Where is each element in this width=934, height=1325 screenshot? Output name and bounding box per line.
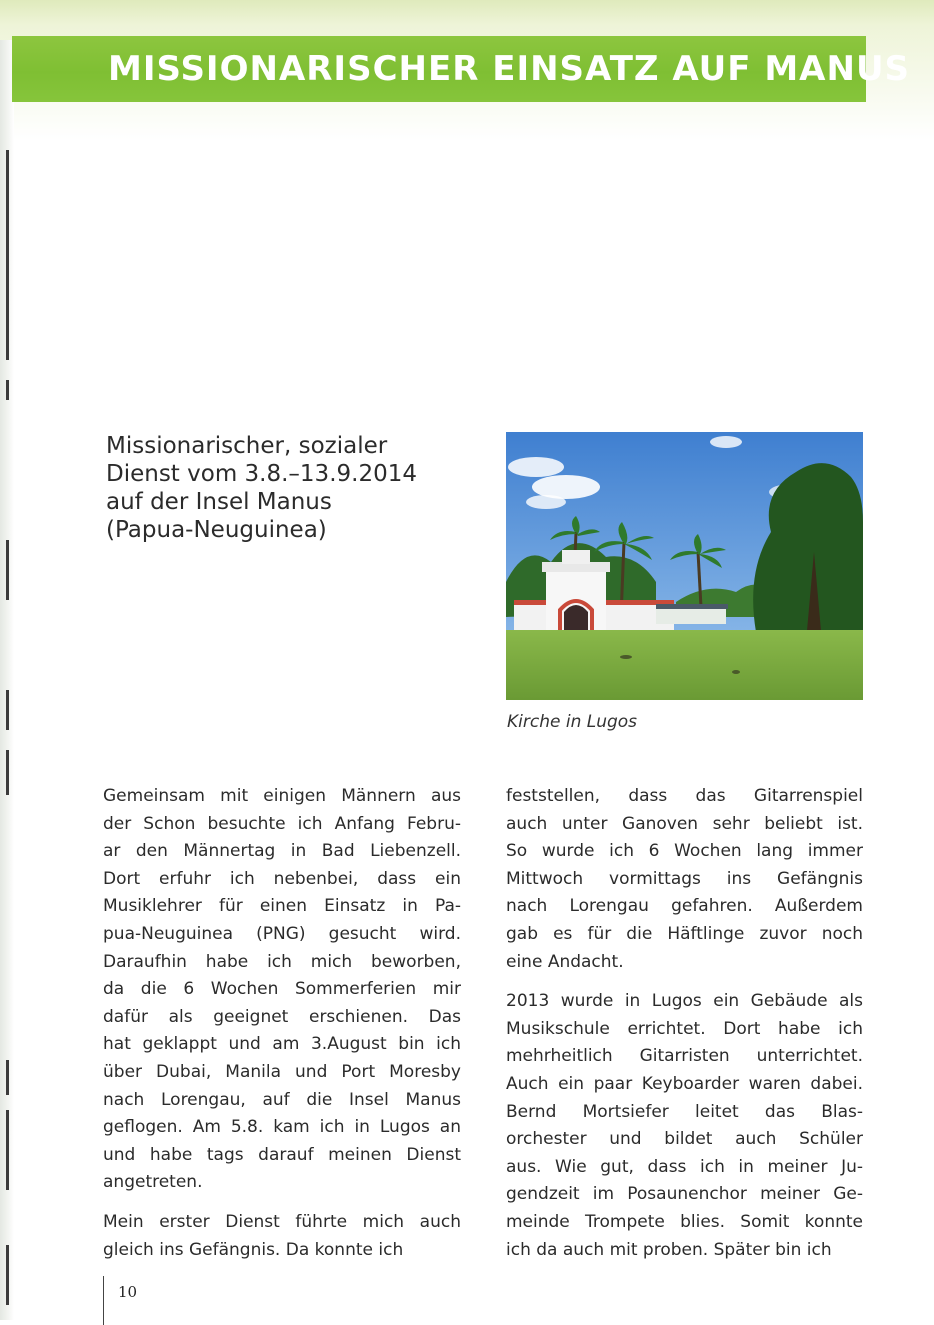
text-line: geflogen. Am 5.8. kam ich in Lugos an	[103, 1117, 461, 1138]
text-line: So wurde ich 6 Wochen lang immer	[506, 841, 863, 862]
text-line: nach Lorengau, auf die Insel Manus	[103, 1089, 461, 1110]
subtitle-line: auf der Insel Manus	[106, 489, 332, 515]
text-line: Dort erfuhr ich nebenbei, dass ein	[103, 868, 461, 889]
text-line: auch unter Ganoven sehr beliebt ist.	[506, 813, 863, 834]
edge-mark	[6, 1060, 9, 1095]
text-line: nach Lorengau gefahren. Außerdem	[506, 896, 863, 917]
text-line: ich da auch mit proben. Später bin ich	[506, 1239, 832, 1260]
text-line: hat geklappt und am 3.August bin ich	[103, 1034, 461, 1055]
text-line: orchester und bildet auch Schüler	[506, 1129, 863, 1150]
text-line: meinde Trompete blies. Somit konnte	[506, 1211, 863, 1232]
text-line: aus. Wie gut, dass ich in meiner Ju-	[506, 1156, 863, 1177]
page-binding-edge	[0, 40, 14, 1320]
text-line: und habe tags darauf meinen Dienst	[103, 1144, 461, 1165]
text-line: dafür als geeignet erschienen. Das	[103, 1006, 461, 1027]
edge-mark	[6, 150, 9, 360]
text-line: eine Andacht.	[506, 951, 624, 972]
text-line: Mein erster Dienst führte mich auch	[103, 1211, 461, 1232]
edge-mark	[6, 1245, 9, 1305]
article-subtitle	[106, 432, 486, 544]
text-line: Musiklehrer für einen Einsatz in Pa-	[103, 896, 461, 917]
subtitle-line: Dienst vom 3.8.–13.9.2014	[106, 461, 417, 487]
text-line: Daraufhin habe ich mich beworben,	[103, 951, 461, 972]
edge-mark	[6, 750, 9, 795]
text-line: Mittwoch vormittags ins Gefängnis	[506, 868, 863, 889]
text-line: gendzeit im Posaunenchor meiner Ge-	[506, 1184, 863, 1205]
photo-caption: Kirche in Lugos	[507, 712, 638, 732]
edge-mark	[6, 540, 9, 600]
text-line: da die 6 Wochen Sommerferien mir	[103, 979, 461, 1000]
text-line: ar den Männertag in Bad Liebenzell.	[103, 841, 461, 862]
body-paragraph	[506, 783, 863, 976]
text-line: feststellen, dass das Gitarrenspiel	[506, 786, 863, 806]
text-line: über Dubai, Manila und Port Moresby	[103, 1061, 461, 1082]
text-column-right	[506, 783, 863, 1276]
text-line: angetreten.	[103, 1172, 203, 1193]
text-line: pua-Neuguinea (PNG) gesucht wird.	[103, 923, 461, 944]
body-paragraph	[103, 783, 461, 1197]
body-paragraph	[506, 988, 863, 1264]
page-number: 10	[118, 1283, 138, 1301]
edge-mark	[6, 1110, 9, 1190]
footer-rule	[103, 1276, 104, 1325]
edge-mark	[6, 380, 9, 400]
text-line: der Schon besuchte ich Anfang Febru-	[103, 813, 461, 834]
text-line: Gemeinsam mit einigen Männern aus	[103, 786, 461, 806]
text-line: Bernd Mortsiefer leitet das Blas-	[506, 1101, 863, 1122]
text-line: gleich ins Gefängnis. Da konnte ich	[103, 1239, 404, 1260]
text-line: gab es für die Häftlinge zuvor noch	[506, 923, 863, 944]
church-photo	[506, 432, 863, 700]
text-line: 2013 wurde in Lugos ein Gebäude als	[506, 991, 863, 1012]
body-paragraph	[103, 1209, 461, 1264]
subtitle-line: (Papua-Neuguinea)	[106, 517, 327, 543]
text-line: mehrheitlich Gitarristen unterrichtet.	[506, 1046, 863, 1067]
text-column-left	[103, 783, 461, 1276]
text-line: Auch ein paar Keyboarder waren dabei.	[506, 1073, 863, 1094]
page-title: MISSIONARISCHER EINSATZ AUF MANUS	[108, 49, 911, 89]
edge-mark	[6, 690, 9, 730]
text-line: Musikschule errichtet. Dort habe ich	[506, 1018, 863, 1039]
subtitle-line: Missionarischer, sozialer	[106, 433, 388, 459]
